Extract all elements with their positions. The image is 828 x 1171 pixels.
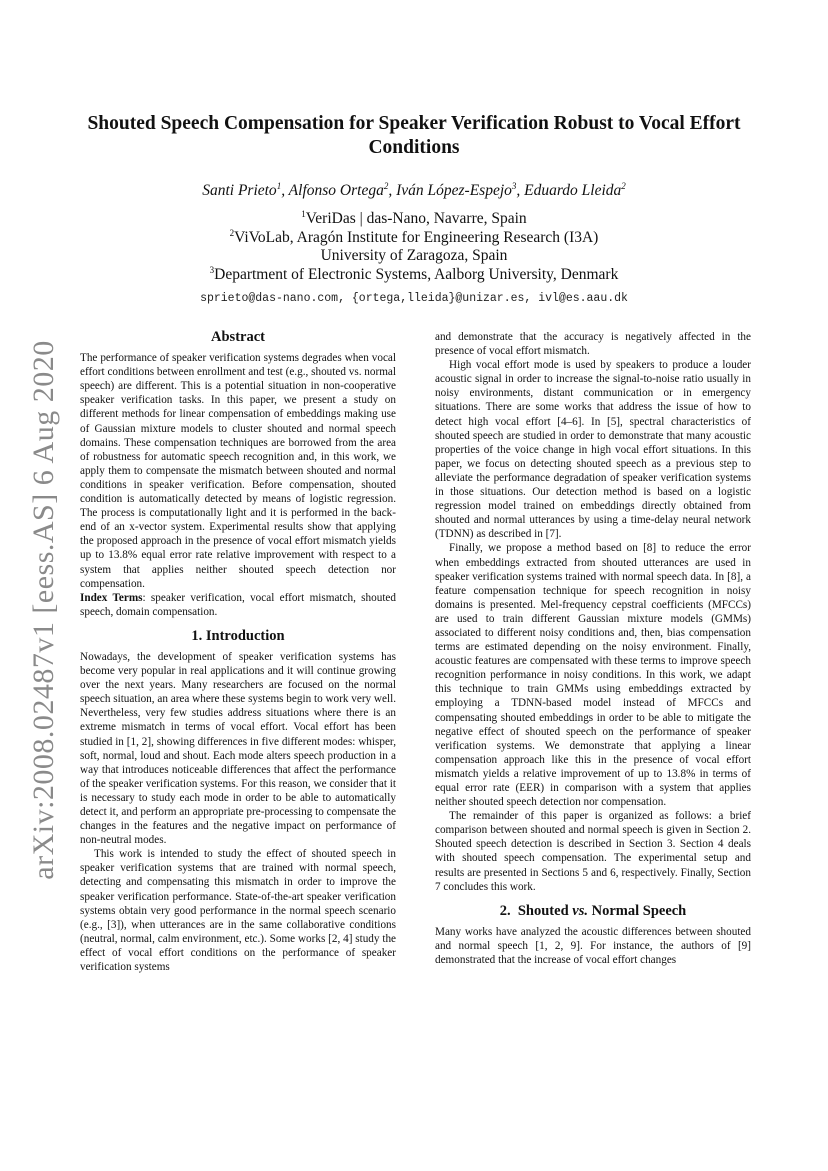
left-column [80, 330, 396, 974]
author: Iván López-Espejo$^3$ [396, 180, 517, 199]
author-emails: sprieto@das-nano.com, {ortega,lleida}@unizar.es, ivl@es.aau.dk [200, 292, 628, 305]
intro-heading: 1. Introduction [191, 627, 285, 644]
author-list: Santi Prieto$^1$, Alfonso Ortega$^2$, Iván López-Espejo$^3$, Eduardo Lleida$^2$ [202, 180, 626, 199]
affiliation: $^2$ViVoLab, Aragón Institute for Engineering Research (I3A) [229, 227, 599, 246]
affiliation: $^1$VeriDas | das-Nano, Navarre, Spain [301, 208, 527, 227]
intro-paragraph: High vocal effort mode is used by speakers to produce a louder acoustic signal in order to increase the signal-to-noise ratio usually in noisy environments, distant communication or in emergency situations. There are some works that address the issue of how to detect high vocal effort [4–6]. In [5], spectral characteristics of shouted speech are studied in order to demonstrate that many acoustic properties of the voice change in high vocal effort situations. In this paper, we focus on detecting shouted speech as a previous step to alleviate the performance degradation of speaker verification systems in those situations. Our detection method is based on a logistic regression model trained on embeddings directly obtained from shouted and normal utterances by using a time-delay neural network (TDNN) as described in [7]. [435, 359, 751, 541]
intro-paragraph: Finally, we propose a method based on [8] to reduce the error when embeddings extracted from shouted utterances are used in speaker verification systems trained with normal speech data. In [8], a feature compensation technique for speech recognition in noisy domains is presented. Mel-frequency cepstral coefficients (MFCCs) are used to train different Gaussian mixture models (GMMs) associated to different noisy conditions and, then, bias compensation terms are estimated depending on the noisy environment. Finally, acoustic features are compensated with these terms to improve speech recognition performance in noisy conditions. In this work, we adapt this technique to train GMMs using embeddings extracted by employing a TDNN-based model instead of MFCCs and compensating shouted embeddings in order to be able to mitigate the negative effect of shouted speech on the performance of speaker verification systems. We demonstrate that applying a linear compensation approach like this in the presence of vocal effort mismatch yields a relative improvement of up to 13.8% in terms of equal error rate (EER) in comparison with a system that applies neither shouted speech detection nor compensation. [435, 542, 751, 809]
arxiv-sidebar [14, 340, 74, 880]
index-terms: Index Terms: speaker verification, vocal effort mismatch, shouted speech, domain compensation. [80, 591, 396, 618]
affiliation: $^3$Department of Electronic Systems, Aalborg University, Denmark [209, 264, 619, 283]
abstract-text: The performance of speaker verification systems degrades when vocal effort conditions between enrollment and test (e.g., shouted vs. normal speech) are different. This is a potential situation in non-cooperative speaker verification tasks. In this paper, we present a study on different methods for linear compensation of embeddings making use of Gaussian mixture models to cluster shouted and normal speech domains. These compensation techniques are borrowed from the area of robustness for automatic speech recognition and, in this work, we apply them to compensate the mismatch between shouted and normal conditions in speaker verification. Before compensation, shouted condition is automatically detected by means of logistic regression. The process is computationally light and it is performed in the back-end of an x-vector system. Experimental results show that applying the proposed approach in the presence of vocal effort mismatch yields up to 13.8% equal error rate relative improvement with respect to a system that applies neither shouted speech detection nor compensation. [80, 352, 396, 590]
intro-paragraph: and demonstrate that the accuracy is negatively affected in the presence of vocal effort mismatch. [435, 331, 751, 358]
affiliation-list [80, 210, 748, 284]
arxiv-identifier: arXiv:2008.02487v1 [eess.AS] 6 Aug 2020 [27, 340, 60, 880]
author: Alfonso Ortega$^2$ [288, 180, 389, 199]
paper-header [80, 112, 748, 305]
author: Eduardo Lleida$^2$ [524, 180, 626, 199]
paper-title: Shouted Speech Compensation for Speaker Verification Robust to Vocal Effort Conditions [87, 113, 741, 158]
section2-heading: 2. Shouted vs. Normal Speech [499, 902, 687, 919]
section2-paragraph: Many works have analyzed the acoustic differences between shouted and normal speech [1, 2, 9]. For instance, the authors of [9] demonstrated that the increase of vocal effort changes [435, 925, 751, 967]
affiliation: University of Zaragoza, Spain [320, 247, 508, 264]
right-column [435, 330, 751, 967]
author: Santi Prieto$^1$ [202, 180, 282, 199]
abstract-heading: Abstract [211, 329, 265, 345]
intro-paragraph: Nowadays, the development of speaker verification systems has become very popular in real applications and it will continue growing over the next years. Many researchers are focused on the normal speech situation, an area where these systems begin to work very well. Nevertheless, very few studies address situations where there is an extreme mismatch in terms of vocal effort. Vocal effort has been studied in [1, 2], showing differences in five different modes: whisper, soft, normal, loud and shout. Each mode alters speech production in a way that introduces noticeable differences that affect the performance of the speaker verification systems. For this reason, we consider that it is necessary to study each mode in order to be able to automatically detect it, and perform an appropriate pre-processing to compensate the changes in the features and the negative impact on performance of non-neutral modes. [80, 650, 396, 847]
intro-paragraph: The remainder of this paper is organized as follows: a brief comparison between shouted and normal speech is given in Section 2. Shouted speech detection is described in Section 3. Section 4 deals with shouted speech compensation. The experimental setup and results are presented in Sections 5 and 6, respectively. Finally, Section 7 concludes this work. [435, 810, 751, 893]
intro-paragraph: This work is intended to study the effect of shouted speech in speaker verification systems that are trained with normal speech, detecting and compensating this mismatch in order to improve the speaker verification performance. State-of-the-art speaker verification systems obtain very good performance in the normal speech scenario (e.g., [3]), when utterances are in the same collaborative conditions (neutral, normal, calm environment, etc.). Some works [2, 4] study the effect of vocal effort conditions on the performance of speaker verification systems [80, 848, 396, 974]
